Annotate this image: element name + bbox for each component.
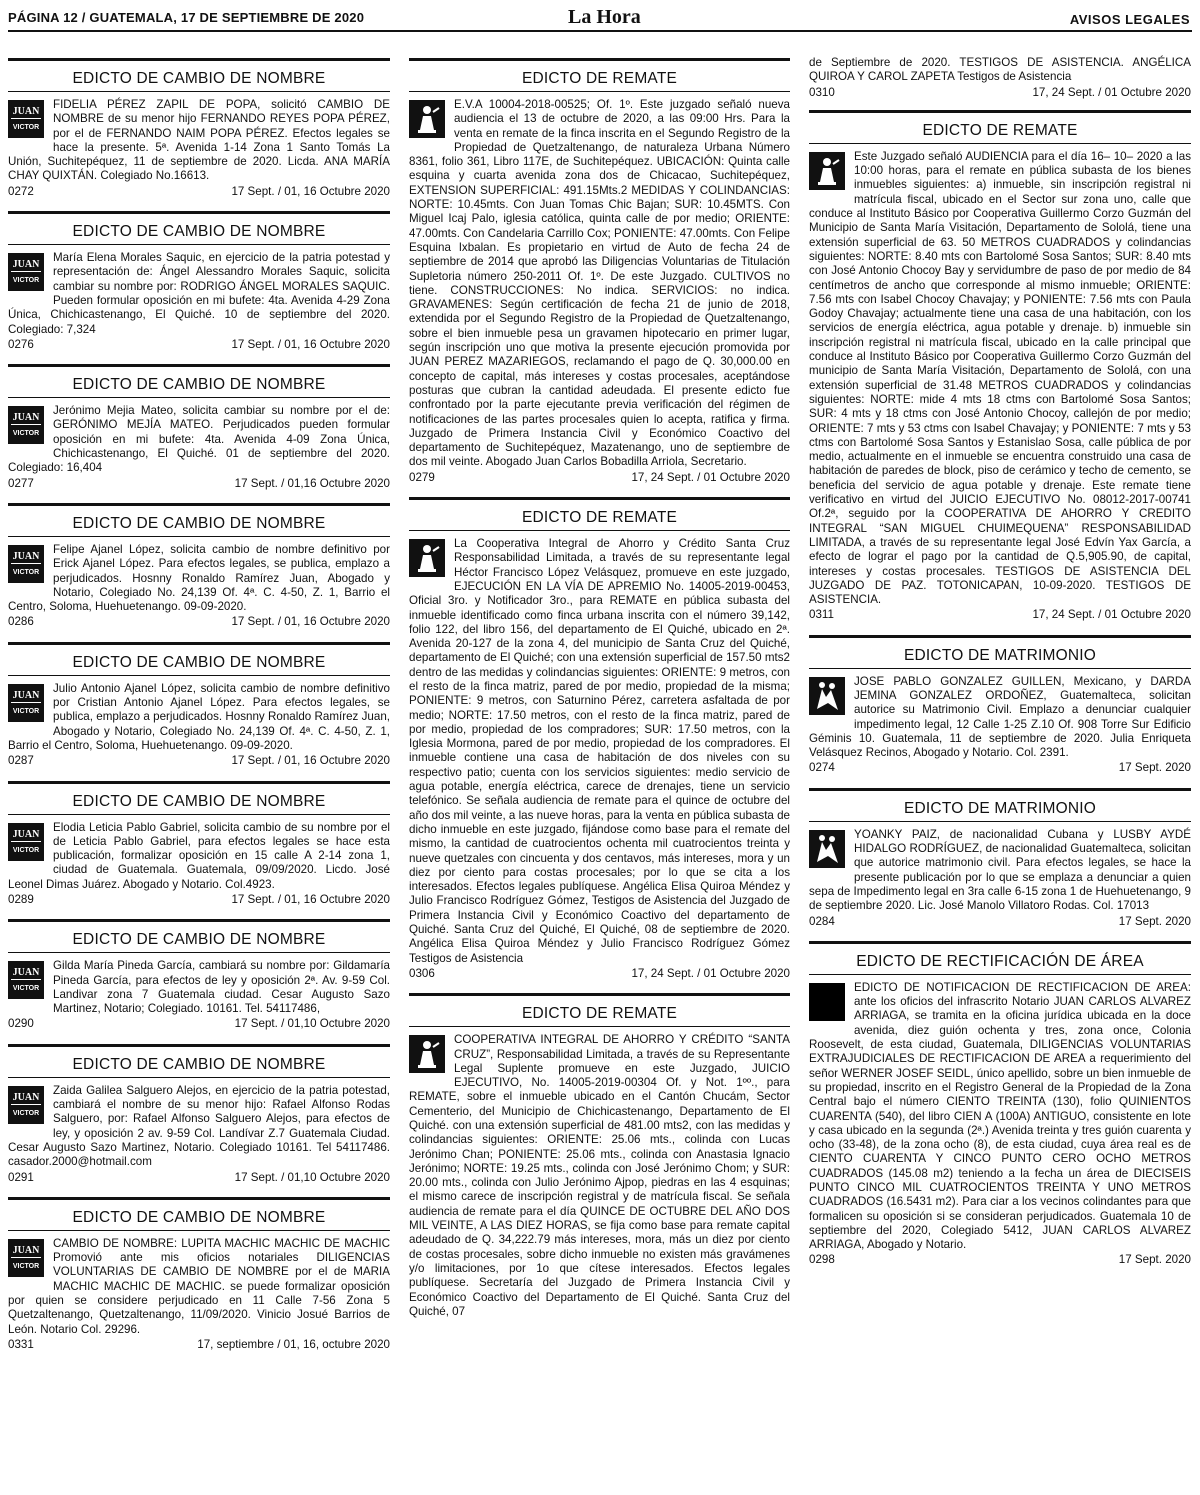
notice-text: CAMBIO DE NOMBRE: LUPITA MACHIC MACHIC DE MACHIC Promovió ante mis oficios notariales DILIGENCIAS VOLUNTARIAS DE CAMBIO DE NOMBRE por el de MARIA MACHIC MACHIC DE MACHIC. se puede formalizar oposición por quien se considere perjudicado en 11 Calle 7-56 Zona 5 Quetzaltenango, Quetzaltenango, 11/09/2020. Vinicio Josué Barrios de León. Notario Col. 29296. bbox=[8, 1236, 390, 1336]
juan-victor-logo-icon bbox=[8, 961, 46, 1001]
notice-code: 0289 bbox=[8, 892, 34, 906]
notice-title: EDICTO DE REMATE bbox=[409, 998, 790, 1027]
notice-code: 0298 bbox=[809, 1253, 835, 1267]
notice-dates: 17 Sept. / 01, 16 Octubre 2020 bbox=[231, 615, 390, 629]
notice-text: COOPERATIVA INTEGRAL DE AHORRO Y CRÉDITO “SANTA CRUZ”, Responsabilidad Limitada, a través de su Representante Legal Suplente promueve en este Juzgado, JUICIO EJECUTIVO, No. 14005-2019-00304 Of. y Not. 1ºº., para REMATE, sobre el inmueble ubicado en el Cantón Chucám, Sector Cementerio, del Municipio de Chichicastenango, Departamento de El Quiché. con una extensión superficial de 481.00 mts2, con las medidas y colindancias siguientes: ORIENTE: 25.06 mts., colinda con Lucas Jerónimo Chan; PONIENTE: 25.06 mts., colinda con Anastasia Ignacio Jerónimo; NORTE: 19.25 mts., colinda con José Jerónimo Chom; y SUR: 20.00 mts., colinda con Julio Jerónimo Ajpop, piedras en las 4 esquinas; el mismo carece de inscripción registral y de matrícula fiscal. Se señala audiencia de remate para el día QUINCE DE OCTUBRE DEL AÑO DOS MIL VEINTE, A LAS DIEZ HORAS, se fija como base para remate capital adeudado de Q. 34,222.79 más intereses, mora, más un diez por ciento de costas procesales, sobre dicho inmueble no existen más gravámenes y/o limitaciones, por 1o que cítese interesados. Efectos legales publíquese. Secretaría del Juzgado de Primera Instancia Civil y Económico Coactivo del Departamento de El Quiché. Santa Cruz del Quiché, 07 bbox=[409, 1033, 790, 1318]
legal-notice bbox=[809, 110, 1191, 623]
notice-dates: 17 Sept. 2020 bbox=[1118, 1253, 1191, 1267]
notice-footer bbox=[409, 967, 790, 981]
legal-notice bbox=[809, 941, 1191, 1268]
dancing-couple-icon bbox=[809, 677, 847, 717]
notice-code: 0310 bbox=[809, 85, 835, 99]
notice-text: Felipe Ajanel López, solicita cambio de nombre definitivo por Erick Ajanel López. Para efectos legales, se publica, emplazo a perjudicados. Hosnny Ronaldo Ramírez Juan, Abogado y Notario, Colegiado No. 24,139 Of. 4ª. C. 4-50, Z. 1, Barrio el Centro, Soloma, Huehuetenango. 09-09-2020. bbox=[8, 542, 390, 614]
notice-body bbox=[8, 821, 390, 892]
legal-notice bbox=[409, 497, 790, 981]
legal-notice bbox=[8, 1044, 390, 1185]
notice-dates: 17 Sept. / 01, 16 Octubre 2020 bbox=[231, 892, 390, 906]
continued-text: de Septiembre de 2020. TESTIGOS DE ASISTENCIA. ANGÉLICA QUIROA Y CAROL ZAPETA Testigos de Asistencia bbox=[809, 56, 1191, 84]
notice-dates: 17 Sept. 2020 bbox=[1118, 761, 1191, 775]
notice-code: 0276 bbox=[8, 337, 34, 351]
notice-footer bbox=[809, 86, 1191, 100]
notice-title: EDICTO DE CAMBIO DE NOMBRE bbox=[8, 63, 390, 92]
notice-footer bbox=[409, 471, 790, 485]
column-2 bbox=[409, 58, 790, 1331]
notice-body bbox=[8, 251, 390, 337]
notice-footer bbox=[8, 1171, 390, 1185]
notice-text: EDICTO DE NOTIFICACION DE RECTIFICACION DE AREA: ante los oficios del infrascrito Notario JUAN CARLOS ALVAREZ ARRIAGA, se tramita en la oficina jurídica ubicada en la doce avenida, diez guión ochenta y tres, zona once, Colonia Roosevelt, de esta ciudad, Guatemala, DILIGENCIAS VOLUNTARIAS EXTRAJUDICIALES DE RECTIFICACION DE AREA a requerimiento del señor WERNER JOSEF SEIDL, único apellido, sobre un bien inmueble de su propiedad, inscrito en el Registro General de la Propiedad de la Zona Central bajo el número CIENTO TREINTA (130), folio QUINIENTOS CUARENTA (540), del libro CIEN A (100A) ANTIGUO, consistente en lote y casa ubicado en la segunda (2ª.) Avenida treinta y tres guión cuarenta y ocho (33-48), de la zona ocho (8), de esta ciudad, cuya área real es de CIENTO CUARENTA Y CINCO PUNTO CERO OCHO METROS CUADRADOS (145.08 m2) teniendo a la fecha un área de DIECISEIS PUNTO CINCO MIL CUATROCIENTOS TREINTA Y UNO METROS CUADRADOS (16.5431 m2). Para ciar a los vecinos colindantes para que formalicen su oposición si se consideran perjudicados. Guatemala 10 de septiembre del 2020, Colegiado 5412, JUAN CARLOS ALVAREZ ARRIAGA, Abogado y Notario. bbox=[809, 980, 1191, 1252]
notice-body bbox=[8, 1084, 390, 1170]
notice-code: 0274 bbox=[809, 761, 835, 775]
notice-text: Jerónimo Mejia Mateo, solicita cambiar su nombre por el de: GERÓNIMO MEJÍA MATEO. Perjudicados pueden formular oposición en mi bufete: 4ta. Avenida 4-09 Zona Única, Chichicastenango, El Quiché. 01 de septiembre del 2020. Colegiado: 16,404 bbox=[8, 404, 390, 475]
judicial-figure-icon bbox=[409, 100, 447, 140]
svg-text:VICTOR: VICTOR bbox=[12, 985, 40, 993]
svg-text:VICTOR: VICTOR bbox=[12, 1109, 40, 1117]
notice-code: 0306 bbox=[409, 966, 435, 980]
notice-code: 0284 bbox=[809, 914, 835, 928]
notice-title: EDICTO DE REMATE bbox=[809, 115, 1191, 144]
dancing-couple-icon bbox=[809, 830, 847, 870]
notice-code: 0291 bbox=[8, 1170, 34, 1184]
notice-text: FIDELIA PÉREZ ZAPIL DE POPA, solicitó CAMBIO DE NOMBRE de su menor hijo FERNANDO REYES POPA PÉREZ, por el de FERNANDO NAIM POPA PÉREZ. Efectos legales se hace la presente. 5ª. Avenida 1-14 Zona 1 Santo Tomás La Unión, Suchitepéquez, 11 de septiembre de 2020. Licda. ANA MARÍA CHAY QUIXTÁN. Colegiado No.16613. bbox=[8, 98, 390, 183]
notice-dates: 17, 24 Sept. / 01 Octubre 2020 bbox=[631, 470, 790, 484]
notice-footer bbox=[809, 915, 1191, 929]
juan-victor-logo-icon bbox=[8, 1086, 46, 1126]
notice-code: 0277 bbox=[8, 476, 34, 490]
notice-title: EDICTO DE RECTIFICACIÓN DE ÁREA bbox=[809, 946, 1191, 975]
notice-body bbox=[8, 543, 390, 614]
legal-notice bbox=[8, 1197, 390, 1352]
svg-text:JUAN: JUAN bbox=[12, 412, 40, 424]
svg-text:JUAN: JUAN bbox=[12, 106, 40, 117]
black-square-icon bbox=[809, 983, 847, 1023]
column-1 bbox=[8, 58, 390, 1364]
notice-dates: 17 Sept. / 01,10 Octubre 2020 bbox=[234, 1017, 390, 1031]
notice-dates: 17, 24 Sept. / 01 Octubre 2020 bbox=[1032, 608, 1191, 622]
juan-victor-logo-icon bbox=[8, 406, 46, 446]
notice-body bbox=[409, 1033, 790, 1319]
legal-notice bbox=[8, 58, 390, 199]
notice-title: EDICTO DE MATRIMONIO bbox=[809, 640, 1191, 669]
notice-title: EDICTO DE CAMBIO DE NOMBRE bbox=[8, 1049, 390, 1078]
notice-body bbox=[809, 675, 1191, 761]
legal-notice bbox=[409, 58, 790, 485]
notice-text: La Cooperativa Integral de Ahorro y Crédito Santa Cruz Responsabilidad Limitada, a través de su representante legal Héctor Francisco López Velásquez, promueve en este juzgado, EJECUCIÓN EN LA VÍA DE APREMIO No. 14005-2019-00453, Oficial 3ro. y Notificador 3ro., para REMATE en pública subasta del inmueble identificado como finca urbana inscrita con el número 39,142, folio 122, del libro 156, del departamento de El Quiché, ubicado en 2ª. Avenida 20-127 de la zona 4, del municipio de Santa Cruz del Quiché, departamento de El Quiché; con una extensión superficial de 157.50 mts2 dentro de las medidas y colindancias siguientes: ORIENTE: 9 metros, con el resto de la finca matriz, pared de por medio, propiedad de la misma; PONIENTE: 9 metros, con Saturnino Pérez, carretera asfaltada de por medio; NORTE: 17.50 metros, con el resto de la finca matriz, pared de por medio, propiedad de los compradores; SUR: 17.50 metros, con la Iglesia Mormona, pared de por medio, propiedad de los compradores. El inmueble contiene una casa de habitación de dos niveles con su respectivo patio; cuenta con los servicios siguientes: medio servicio de agua potable, energía eléctrica, carece de drenajes, tiene un servicio telefónico. Se señala audiencia de remate para el quince de octubre del año dos mil veinte, a las nueve horas, para la venta en pública subasta de dicho inmueble en este juzgado, fijándose como base para el remate del mismo, la cantidad de cuatrocientos ochenta mil cuatrocientos treinta y nueve quetzales con cincuenta y dos centavos, más intereses, mora y un diez por ciento para costas procesales; por lo que se cita a los interesados. Efectos legales publíquese. Angélica Elisa Quiroa Méndez y Julio Francisco Rodríguez Gómez, Testigos de Asistencia del Juzgado de Primera Instancia Civil y Económico Coactivo del departamento de Quiché. Santa Cruz del Quiché, El Quiché, 08 de septiembre de 2020. Angélica Elisa Quiroa Méndez y Julio Francisco Rodríguez Gómez Testigos de Asistencia bbox=[409, 537, 790, 965]
notice-text: YOANKY PAIZ, de nacionalidad Cubana y LUSBY AYDÉ HIDALGO RODRÍGUEZ, de nacionalidad Guatemalteca, solicitan que autorice matrimonio civil. Para efectos legales, se hace la presente publicación por lo que se emplaza a denunciar a quien sepa de Impedimento legal en 3ra calle 6-15 zona 1 de Huehuetenango, 9 de septiembre 2020. Lic. José Manolo Villatoro Rodas. Col. 17013 bbox=[809, 827, 1191, 913]
notice-footer bbox=[8, 1338, 390, 1352]
notice-code: 0331 bbox=[8, 1337, 34, 1351]
notice-text: JOSE PABLO GONZALEZ GUILLEN, Mexicano, y DARDA JEMINA GONZALEZ ORDOÑEZ, Guatemalteca, solicitan autorice su Matrimonio Civil. Emplazo a denunciar cualquier impedimento legal, 12 Calle 1-25 Z.10 Of. 908 Torre Sur Edificio Géminis 10. Guatemala, 11 de septiembre de 2020. Julia Enriqueta Velásquez Recinos, Abogado y Notario. Col. 2391. bbox=[809, 674, 1191, 760]
notice-dates: 17, septiembre / 01, 16, octubre 2020 bbox=[197, 1337, 390, 1351]
notice-text: Julio Antonio Ajanel López, solicita cambio de nombre definitivo por Cristian Antonio Ajanel López. Para efectos legales, se publica, emplazo a perjudicados. Hosnny Ronaldo Ramírez Juan, Abogado y Notario, Colegiado No. 24,139 Of. 4ª. C. 4-50, Z. 1, Barrio el Centro, Soloma, Huehuetenango. 09-09-2020. bbox=[8, 681, 390, 752]
notice-body bbox=[8, 404, 390, 475]
notice-footer bbox=[8, 615, 390, 629]
notice-title: EDICTO DE CAMBIO DE NOMBRE bbox=[8, 369, 390, 398]
notice-title: EDICTO DE CAMBIO DE NOMBRE bbox=[8, 216, 390, 245]
legal-notice bbox=[809, 788, 1191, 929]
column-3 bbox=[809, 56, 1191, 1280]
notice-body bbox=[8, 98, 390, 184]
notice-dates: 17 Sept. / 01, 16 Octubre 2020 bbox=[231, 184, 390, 198]
legal-notice bbox=[8, 642, 390, 769]
notice-title: EDICTO DE CAMBIO DE NOMBRE bbox=[8, 508, 390, 537]
svg-text:JUAN: JUAN bbox=[12, 550, 40, 562]
svg-text:JUAN: JUAN bbox=[12, 828, 40, 840]
notice-title: EDICTO DE CAMBIO DE NOMBRE bbox=[8, 924, 390, 953]
juan-victor-logo-icon bbox=[8, 684, 46, 724]
page-info: PÁGINA 12 / GUATEMALA, 17 DE SEPTIEMBRE DE 2020 bbox=[8, 10, 365, 25]
svg-text:VICTOR: VICTOR bbox=[12, 1262, 40, 1270]
notice-code: 0287 bbox=[8, 754, 34, 768]
notice-title: EDICTO DE REMATE bbox=[409, 63, 790, 92]
legal-notice bbox=[8, 364, 390, 491]
notice-footer bbox=[809, 1253, 1191, 1267]
notice-title: EDICTO DE REMATE bbox=[409, 502, 790, 531]
notice-footer bbox=[8, 893, 390, 907]
notice-footer bbox=[8, 338, 390, 352]
juan-victor-logo-icon bbox=[8, 545, 46, 585]
judicial-figure-icon bbox=[409, 1035, 447, 1075]
notice-text: María Elena Morales Saquic, en ejercicio de la patria potestad y representación de: Ángel Alessandro Morales Saquic, solicita cambiar su nombre por: RODRIGO ÁNGEL MORALES SAQUIC. Pueden formular oposición en mi bufete: 4ta. Avenida 4-29 Zona Única, Chichicastenango, El Quiché. 10 de septiembre del 2020. Colegiado: 7,324 bbox=[8, 251, 390, 336]
continued-notice bbox=[809, 56, 1191, 100]
svg-text:VICTOR: VICTOR bbox=[12, 707, 40, 715]
svg-text:VICTOR: VICTOR bbox=[12, 568, 40, 576]
legal-notice bbox=[8, 919, 390, 1031]
notice-text: Gilda María Pineda García, cambiará su nombre por: Gildamaría Pineda García, para efectos de ley y oposición 2ª. Av. 9-59 Col. Landivar zona 7 Guatemala ciudad. Cesar Augusto Sazo Martinez, Notario; Colegiado. 10161. Tel. 54117486, bbox=[53, 959, 390, 1016]
svg-text:VICTOR: VICTOR bbox=[12, 124, 40, 131]
notice-dates: 17 Sept. / 01,16 Octubre 2020 bbox=[234, 476, 390, 490]
notice-code: 0279 bbox=[409, 470, 435, 484]
notice-body bbox=[409, 537, 790, 966]
svg-text:JUAN: JUAN bbox=[12, 967, 40, 979]
newspaper-logo: La Hora bbox=[568, 6, 641, 28]
notice-text: E.V.A 10004-2018-00525; Of. 1º. Este juzgado señaló nueva audiencia el 13 de octubre de 2020, a las 09:00 Hrs. Para la venta en remate de la finca inscrita en el Segundo Registro de la Propiedad de Quetzaltenango, de naturaleza Urbana Número 8361, folio 361, Libro 117E, de Suchitepéquez. UBICACIÓN: Quinta calle esquina y cuarta avenida zona dos de Chicacao, Suchitepéquez, EXTENSION SUPERFICIAL: 491.15Mts.2 MEDIDAS Y COLINDANCIAS: NORTE: 10.45mts. Con Juan Tomas Chic Bajan; SUR: 10.45MTS. Con Miguel Icaj Palo, iglesia católica, quinta calle de por medio; ORIENTE: 47.00mts. Con Candelaria Carrillo Cox; PONIENTE: 47.00mts. Con Felipe Esquina Ixbalan. Es propietario en virtud de Auto de fecha 24 de septiembre de 2014 que aprobó las Diligencias Voluntarias de Titulación Supletoria número 250-2011 Of. 1º. De este Juzgado. CULTIVOS no tiene. CONSTRUCCIONES: No indica. SERVICIOS: no indica. GRAVAMENES: Según certificación de fecha 21 de junio de 2018, extendida por el Segundo Registro de la Propiedad de Quetzaltenango, sobre el bien inmueble pesa un gravamen hipotecario en primer lugar, según inscripción uno que motiva la presente ejecución promovida por JUAN PEREZ MAZARIEGOS, reclamando el pago de Q. 30,000.00 en concepto de capital, más intereses y costas procesales, aceptándose posturas que cubran la cantidad adeudada. El presente edicto fue confrontado por la parte ejecutante previa verificación del régimen de notificaciones de las partes procesales quien lo acepta, ratifica y firma. Juzgado de Primera Instancia Civil y Económico Coactivo del departamento de Suchitepéquez, Mazatenango, uno de septiembre de dos mil veinte. Abogado Juan Carlos Bobadilla Arriola, Secretario. bbox=[409, 98, 790, 469]
notice-title: EDICTO DE CAMBIO DE NOMBRE bbox=[8, 647, 390, 676]
legal-notice bbox=[409, 993, 790, 1319]
notice-footer bbox=[809, 608, 1191, 622]
notice-body bbox=[8, 1237, 390, 1337]
juan-victor-logo-icon bbox=[8, 100, 46, 140]
notice-code: 0311 bbox=[809, 608, 834, 622]
legal-notice bbox=[809, 635, 1191, 776]
notice-text: Este Juzgado señaló AUDIENCIA para el día 16– 10– 2020 a las 10:00 horas, para el remate en pública subasta de los bienes inmuebles siguientes: a) inmueble, sin inscripción registral ni matrícula fiscal, ubicado en el Sector sur zona uno, calle que conduce al Instituto Básico por Cooperativa Guillermo Corzo Guzmán del Municipio de Santa María Visitación, Departamento de Sololá, tiene una extensión superficial de 63. 50 METROS CUADRADOS y colindancias siguientes: NORTE: 8.40 mts con Bartolomé Sosa Santos; SUR: 8.40 mts con José Antonio Chocoy Bay y servidumbre de paso de por medio de 84 centímetros de ancho que corresponde al mismo inmueble; ORIENTE: 7.56 mts con Isabel Chocoy Chavajay; y PONIENTE: 7.56 mts con Paula Godoy Chavajay; actualmente tiene una casa de una habitación, con los servicios de energía eléctrica, agua potable y drenaje. b) inmueble sin inscripción registral ni matrícula fiscal, ubicado en la calle principal que conduce al Instituto Básico por Cooperativa Guillermo Corzo Guzmán del municipio de Santa María Visitación, Departamento de Sololá, con una extensión superficial de 31.48 METROS CUADRADOS y colindancias siguientes: NORTE: mide 4 mts 18 ctms con Bartolomé Sosa Santos; SUR: 4 mts y 18 ctms con José Antonio Chocoy, callejón de por medio; ORIENTE: 7 mts y 53 ctms con Isabel Chavajay; y PONIENTE: 7 mts y 53 ctms con Bartolomé Sosa Santos y Estanislao Sosa, calle pública de por medio, actualmente en el inmueble se encuentra construido una casa de habitación de paredes de block, piso de cerámico y techo de cemento, se beneficia del servicio de agua potable y drenaje. Este remate tiene verificativo en virtud del JUICIO EJECUTIVO No. 08012-2017-00741 Of.2ª, seguido por la COOPERATIVA DE AHORRO Y CREDITO INTEGRAL “SAN MIGUEL CHUIMEQUENA” RESPONSABILIDAD LIMITADA, a través de su representante legal José Edvín Yax García, a efecto de lograr el pago por la cantidad de Q.5,905.90, de capital, intereses y costas procesales. TESTIGOS DE ASISTENCIA DEL JUZGADO DE PAZ. TOTONICAPAN, 10-09-2020. TESTIGOS DE ASISTENCIA. bbox=[809, 149, 1191, 607]
juan-victor-logo-icon bbox=[8, 253, 46, 293]
judicial-figure-icon bbox=[409, 539, 447, 579]
juan-victor-logo-icon bbox=[8, 823, 46, 863]
judicial-figure-icon bbox=[809, 152, 847, 192]
notice-code: 0290 bbox=[8, 1017, 34, 1031]
notice-text: Zaida Galilea Salguero Alejos, en ejercicio de la patria potestad, cambiará el nombre de su menor hijo: Rafael Alfonso Rodas Salguero, por: Rafael Alfonso Salguero Alejos, para efectos de ley, y oposición 2 av. 9-59 Col. Landívar Z.7 Guatemala Ciudad. Cesar Augusto Sazo Martinez, Notario. Colegiado 10161. Tel 54117486. casador.2000@hotmail.com bbox=[8, 1083, 390, 1169]
notice-footer bbox=[8, 1017, 390, 1031]
notice-dates: 17, 24 Sept. / 01 Octubre 2020 bbox=[631, 966, 790, 980]
svg-text:VICTOR: VICTOR bbox=[12, 846, 40, 854]
notice-code: 0272 bbox=[8, 184, 34, 198]
notice-dates: 17, 24 Sept. / 01 Octubre 2020 bbox=[1032, 85, 1191, 99]
notice-body bbox=[8, 959, 390, 1016]
svg-text:JUAN: JUAN bbox=[12, 689, 40, 701]
notice-dates: 17 Sept. / 01,10 Octubre 2020 bbox=[234, 1170, 390, 1184]
notice-dates: 17 Sept. 2020 bbox=[1118, 914, 1191, 928]
notice-dates: 17 Sept. / 01, 16 Octubre 2020 bbox=[231, 754, 390, 768]
notice-title: EDICTO DE MATRIMONIO bbox=[809, 793, 1191, 822]
notice-title: EDICTO DE CAMBIO DE NOMBRE bbox=[8, 786, 390, 815]
notice-body bbox=[809, 981, 1191, 1253]
svg-text:VICTOR: VICTOR bbox=[12, 430, 40, 438]
legal-notice bbox=[8, 781, 390, 908]
section-title: AVISOS LEGALES bbox=[1069, 12, 1190, 27]
legal-notice bbox=[8, 211, 390, 352]
svg-text:JUAN: JUAN bbox=[12, 1091, 40, 1103]
notice-footer bbox=[8, 477, 390, 491]
notice-footer bbox=[8, 754, 390, 768]
svg-text:JUAN: JUAN bbox=[12, 259, 40, 271]
svg-text:JUAN: JUAN bbox=[12, 1244, 40, 1256]
notice-footer bbox=[809, 761, 1191, 775]
notice-body bbox=[809, 828, 1191, 914]
notice-title: EDICTO DE CAMBIO DE NOMBRE bbox=[8, 1202, 390, 1231]
notice-body bbox=[409, 98, 790, 470]
notice-body bbox=[809, 150, 1191, 608]
notice-body bbox=[8, 682, 390, 753]
notice-code: 0286 bbox=[8, 615, 34, 629]
notice-footer bbox=[8, 185, 390, 199]
notice-text: Elodia Leticia Pablo Gabriel, solicita cambio de su nombre por el de Leticia Pablo Gabriel, para efectos legales se hace esta publicación, formalizar oposición en 15 calle A 2-14 zona 1, ciudad de Guatemala. Guatemala, 09/09/2020. Licdo. José Leonel Dimas Juárez. Abogado y Notario. Col.4923. bbox=[8, 820, 390, 891]
page-header bbox=[8, 6, 1192, 32]
notice-dates: 17 Sept. / 01, 16 Octubre 2020 bbox=[231, 337, 390, 351]
legal-notice bbox=[8, 503, 390, 630]
juan-victor-logo-icon bbox=[8, 1239, 46, 1279]
svg-text:VICTOR: VICTOR bbox=[12, 277, 40, 285]
